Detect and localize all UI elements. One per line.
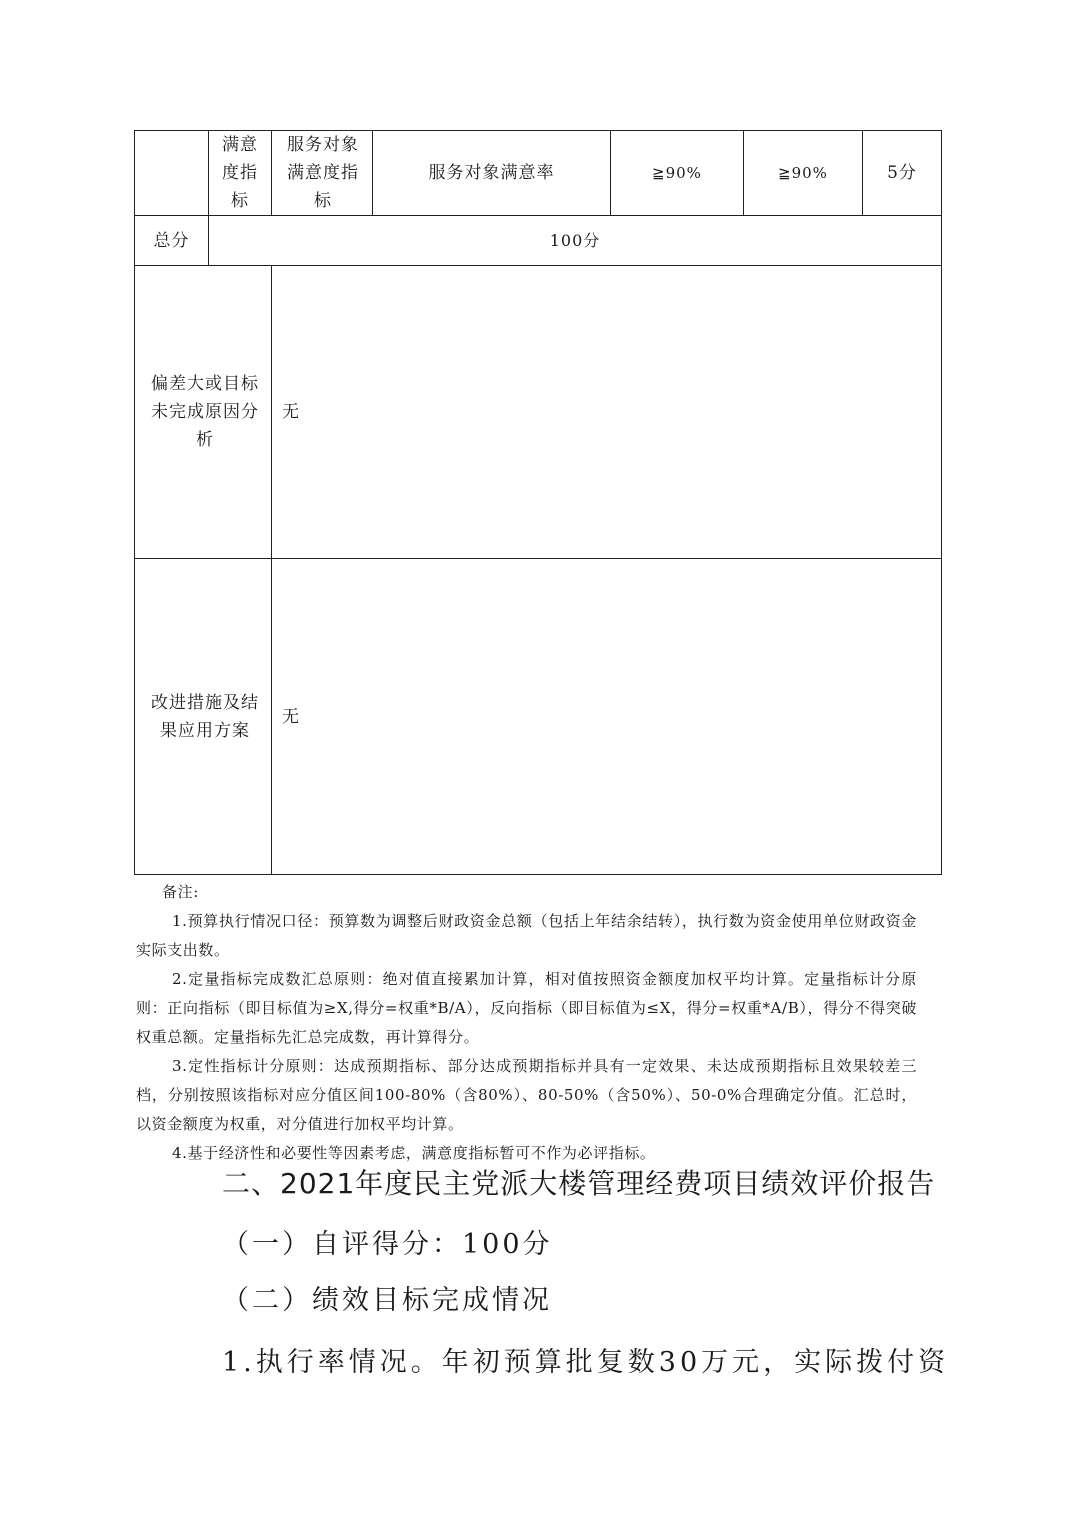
paragraph-execution-rate: 1.执行率情况。年初预算批复数30万元，实际拨付资 <box>222 1347 950 1378</box>
cell-actual: ≧90% <box>778 164 828 182</box>
cell-indicator: 服务对象满意率 <box>428 163 555 183</box>
cell-score: 5分 <box>887 163 917 183</box>
cell-level2-indicator: 满意度指标 <box>222 135 258 211</box>
table-border-bottom <box>134 874 942 875</box>
improvement-value: 无 <box>282 706 300 727</box>
deviation-label: 偏差大或目标未完成原因分析 <box>151 374 259 450</box>
notes <box>136 878 917 1168</box>
cell-level3-indicator: 服务对象满意度指标 <box>287 135 359 211</box>
note-item: 4.基于经济性和必要性等因素考虑，满意度指标暂可不作为必评指标。 <box>172 1144 656 1162</box>
note-item: 3.定性指标计分原则：达成预期指标、部分达成预期指标并具有一定效果、未达成预期指标且效果较差三档，分别按照该指标对应分值区间100-80%（含80%）、80-50%（含50%）、50-0%合理确定分值。汇总时，以资金额度为权重，对分值进行加权平均计算。 <box>136 1057 917 1133</box>
notes-heading: 备注: <box>162 883 199 901</box>
cell-target: ≧90% <box>652 164 702 182</box>
deviation-value: 无 <box>282 402 300 422</box>
total-label: 总分 <box>153 230 190 251</box>
total-value: 100分 <box>549 230 601 250</box>
section-title: 二、2021年度民主党派大楼管理经费项目绩效评价报告 <box>222 1167 936 1200</box>
table-rule <box>271 130 272 216</box>
subsection-score: （一）自评得分：100分 <box>222 1229 553 1260</box>
subsection-goals: （二）绩效目标完成情况 <box>222 1285 552 1316</box>
improvement-label: 改进措施及结果应用方案 <box>151 692 259 741</box>
note-item: 2.定量指标完成数汇总原则：绝对值直接累加计算，相对值按照资金额度加权平均计算。定量指标计分原则：正向指标（即目标值为≥X,得分=权重*B/A），反向指标（即目标值为≤X，得分=权重*A/B），得分不得突破权重总额。定量指标先汇总完成数，再计算得分。 <box>136 970 917 1046</box>
table-border-right <box>941 130 942 875</box>
note-item: 1.预算执行情况口径：预算数为调整后财政资金总额（包括上年结余结转），执行数为资金使用单位财政资金实际支出数。 <box>136 912 917 959</box>
